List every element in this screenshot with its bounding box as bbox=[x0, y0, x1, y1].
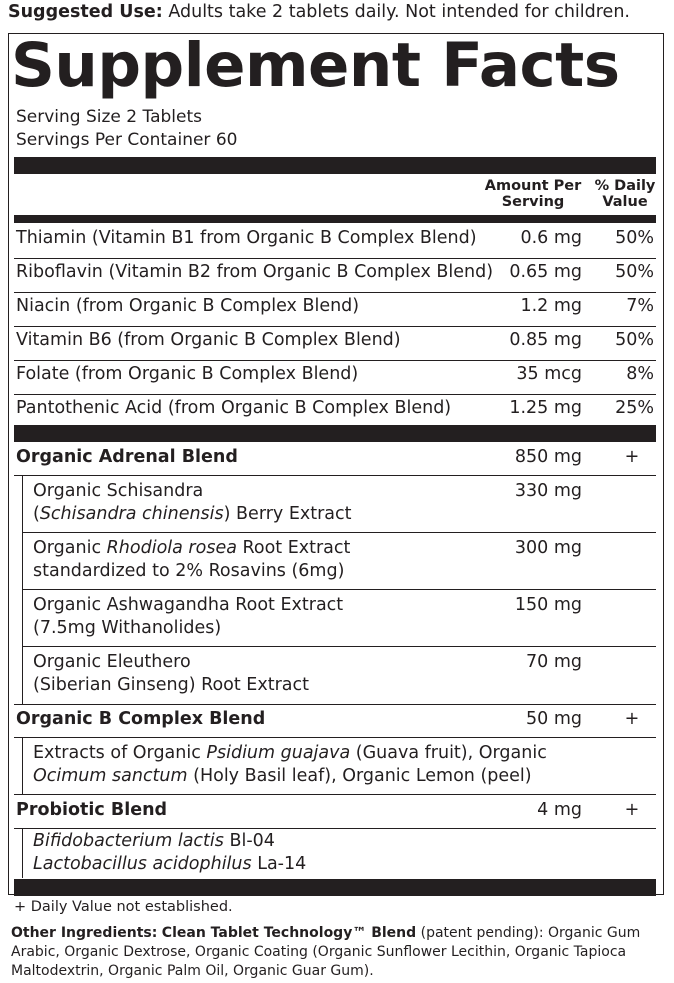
other-ingredients: Other Ingredients: Clean Tablet Technology™ Blend (patent pending): Organic Gum Arabic, Organic Dextrose, Organic Coating (Organic Sunflower Lecithin, Organic Tapioca Maltodextrin, Organic Palm Oil, Organic Guar Gum). bbox=[11, 925, 641, 979]
thick-divider-3 bbox=[14, 879, 656, 896]
b-complex-blend-name: Organic B Complex Blend bbox=[16, 709, 266, 729]
row-divider bbox=[22, 589, 656, 590]
rhodiola-line2: standardized to 2% Rosavins (6mg) bbox=[33, 561, 345, 581]
vitamin-name: Vitamin B6 (from Organic B Complex Blend) bbox=[16, 330, 401, 350]
eleuthero-line2: (Siberian Ginseng) Root Extract bbox=[33, 675, 309, 695]
page-title: Supplement Facts bbox=[11, 30, 620, 101]
serving-size: Serving Size 2 Tablets bbox=[16, 107, 202, 127]
adrenal-blend-name: Organic Adrenal Blend bbox=[16, 447, 238, 467]
schisandra-line1: Organic Schisandra bbox=[33, 481, 204, 501]
row-divider bbox=[14, 292, 656, 293]
indent-rule bbox=[22, 828, 23, 878]
vitamin-amount: 1.2 mg bbox=[520, 296, 582, 316]
header-divider bbox=[14, 215, 656, 223]
eleuthero-amount: 70 mg bbox=[526, 652, 582, 672]
row-divider bbox=[14, 475, 656, 476]
ashwagandha-line1: Organic Ashwagandha Root Extract bbox=[33, 595, 344, 615]
rhodiola-amount: 300 mg bbox=[514, 538, 582, 558]
schisandra-line2: (Schisandra chinensis) Berry Extract bbox=[33, 504, 352, 524]
vitamin-daily-value: 8% bbox=[626, 364, 654, 384]
row-divider bbox=[14, 794, 656, 795]
vitamin-amount: 0.6 mg bbox=[520, 228, 582, 248]
row-divider bbox=[14, 704, 656, 705]
b-complex-line2: Ocimum sanctum (Holy Basil leaf), Organic Lemon (peel) bbox=[33, 766, 532, 786]
eleuthero-line1: Organic Eleuthero bbox=[33, 652, 191, 672]
vitamin-amount: 1.25 mg bbox=[509, 398, 582, 418]
vitamin-amount: 0.65 mg bbox=[509, 262, 582, 282]
row-divider bbox=[14, 360, 656, 361]
suggested-use-text: Adults take 2 tablets daily. Not intended for children. bbox=[168, 2, 630, 22]
ashwagandha-amount: 150 mg bbox=[514, 595, 582, 615]
probiotic-strain-2: Lactobacillus acidophilus La-14 bbox=[33, 854, 307, 874]
ashwagandha-line2: (7.5mg Withanolides) bbox=[33, 618, 222, 638]
vitamin-name: Thiamin (Vitamin B1 from Organic B Complex Blend) bbox=[16, 228, 477, 248]
row-divider bbox=[14, 394, 656, 395]
footnote: + Daily Value not established. bbox=[14, 899, 233, 915]
row-divider bbox=[22, 646, 656, 647]
schisandra-amount: 330 mg bbox=[514, 481, 582, 501]
b-complex-blend-dv: + bbox=[624, 709, 640, 729]
probiotic-blend-dv: + bbox=[624, 800, 640, 820]
suggested-use bbox=[8, 2, 630, 22]
vitamin-name: Folate (from Organic B Complex Blend) bbox=[16, 364, 359, 384]
vitamin-name: Niacin (from Organic B Complex Blend) bbox=[16, 296, 360, 316]
vitamin-amount: 0.85 mg bbox=[509, 330, 582, 350]
vitamin-daily-value: 7% bbox=[626, 296, 654, 316]
row-divider bbox=[14, 828, 656, 829]
vitamin-name: Riboflavin (Vitamin B2 from Organic B Complex Blend) bbox=[16, 262, 494, 282]
daily-value-header: % Daily Value bbox=[594, 178, 656, 210]
row-divider bbox=[14, 258, 656, 259]
adrenal-blend-amount: 850 mg bbox=[514, 447, 582, 467]
thick-divider-2 bbox=[14, 425, 656, 442]
b-complex-line1: Extracts of Organic Psidium guajava (Guava fruit), Organic bbox=[33, 743, 547, 763]
vitamin-name: Pantothenic Acid (from Organic B Complex Blend) bbox=[16, 398, 452, 418]
row-divider bbox=[14, 737, 656, 738]
amount-header: Amount Per Serving bbox=[484, 178, 582, 210]
rhodiola-line1: Organic Rhodiola rosea Root Extract bbox=[33, 538, 351, 558]
vitamin-amount: 35 mcg bbox=[516, 364, 582, 384]
thick-divider bbox=[14, 157, 656, 174]
vitamin-daily-value: 50% bbox=[615, 330, 654, 350]
vitamin-daily-value: 50% bbox=[615, 228, 654, 248]
indent-rule bbox=[22, 475, 23, 705]
suggested-use-label: Suggested Use: bbox=[8, 2, 163, 22]
row-divider bbox=[14, 326, 656, 327]
vitamin-daily-value: 25% bbox=[615, 398, 654, 418]
indent-rule bbox=[22, 737, 23, 795]
probiotic-blend-name: Probiotic Blend bbox=[16, 800, 168, 820]
servings-per-container: Servings Per Container 60 bbox=[16, 130, 238, 150]
probiotic-blend-amount: 4 mg bbox=[537, 800, 582, 820]
adrenal-blend-dv: + bbox=[624, 447, 640, 467]
row-divider bbox=[22, 532, 656, 533]
vitamin-daily-value: 50% bbox=[615, 262, 654, 282]
probiotic-strain-1: Bifidobacterium lactis Bl-04 bbox=[33, 831, 275, 851]
b-complex-blend-amount: 50 mg bbox=[526, 709, 582, 729]
